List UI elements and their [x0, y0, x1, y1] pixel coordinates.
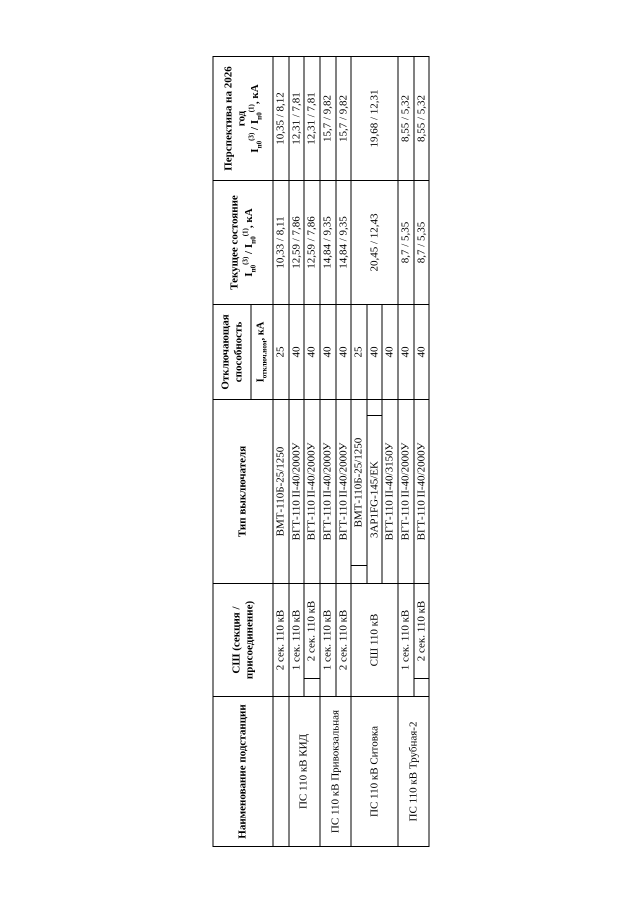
perspective-cell: 12,31 / 7,81 — [289, 57, 305, 181]
section-spacer — [414, 679, 430, 697]
perspective-cell: 8,55 / 5,32 — [398, 57, 414, 181]
header-perspective — [213, 57, 273, 181]
rotated-page — [213, 57, 428, 847]
breaker-cell: ВГТ-110 II-40/2000У — [336, 400, 352, 584]
current-cell: 8,7 / 5,35 — [398, 181, 414, 305]
perspective-cell: 19,68 / 12,31 — [351, 57, 398, 181]
breaking-cell: 40 — [320, 305, 336, 400]
section-cell: 2 сек. 110 кВ — [304, 584, 320, 679]
breaker-cell: ВГТ-110 II-40/2000У — [289, 400, 305, 584]
header-current-title: Текущее состояние — [228, 195, 241, 290]
perspective-cell: 12,31 / 7,81 — [304, 57, 320, 181]
current-cell: 14,84 / 9,35 — [336, 181, 352, 305]
breaking-cell: 40 — [289, 305, 305, 400]
breaker-cell: ВМТ-110Б-25/1250 — [273, 400, 289, 584]
breaker-cell: ВГТ-110 II-40/2000У — [320, 400, 336, 584]
perspective-cell: 15,7 / 9,82 — [336, 57, 352, 181]
header-breaking: Отключающая способность — [213, 305, 251, 400]
header-breaker-type: Тип выключателя — [213, 400, 273, 584]
header-current-unit: $I_{п0}^{(3)} / I_{п0}^{(1)}$, кА — [241, 208, 258, 277]
breaker-spacer — [351, 566, 367, 584]
current-cell: 8,7 / 5,35 — [414, 181, 430, 305]
section-cell: 1 сек. 110 кВ — [398, 584, 414, 697]
header-substation: Наименование подстанции — [213, 697, 273, 847]
breaking-cell: 40 — [382, 305, 398, 400]
breaking-cell: 40 — [398, 305, 414, 400]
header-perspective-unit: $I_{п0}^{(3)} / I_{п0}^{(1)}$, кА — [247, 84, 264, 153]
section-cell: 2 сек. 110 кВ — [336, 584, 352, 697]
perspective-cell: 8,55 / 5,32 — [414, 57, 430, 181]
breaker-cell: 3AP1FG-145/EK — [367, 416, 383, 584]
breaking-cell: 25 — [273, 305, 289, 400]
section-spacer — [304, 679, 320, 697]
substation-cell: ПС 110 кВ Трубная-2 — [398, 697, 429, 847]
breaker-cell: ВГТ-110 II-40/3150У — [382, 400, 398, 584]
breaker-cell: ВМТ-110Б-25/1250 — [351, 400, 367, 566]
breaker-cell: ВГТ-110 II-40/2000У — [398, 400, 414, 584]
current-cell: 14,84 / 9,35 — [320, 181, 336, 305]
section-cell: 2 сек. 110 кВ — [414, 584, 430, 679]
breaker-table — [213, 56, 430, 847]
substation-cell: ПС 110 кВ КИД — [289, 697, 320, 847]
breaking-cell: 40 — [304, 305, 320, 400]
section-cell: 2 сек. 110 кВ — [273, 584, 289, 697]
header-perspective-title: Перспектива на 2026 год — [222, 66, 248, 171]
breaking-cell: 40 — [414, 305, 430, 400]
header-section: СШ (секция / присоединение) — [213, 584, 273, 697]
breaking-cell: 40 — [336, 305, 352, 400]
current-cell: 12,59 / 7,86 — [289, 181, 305, 305]
breaker-cell: ВГТ-110 II-40/2000У — [414, 400, 430, 584]
current-cell: 20,45 / 12,43 — [351, 181, 398, 305]
section-cell: 1 сек. 110 кВ — [320, 584, 336, 697]
breaker-cell: ВГТ-110 II-40/2000У — [304, 400, 320, 584]
perspective-cell: 15,7 / 9,82 — [320, 57, 336, 181]
substation-empty — [273, 697, 289, 847]
breaker-spacer — [367, 400, 383, 416]
header-current — [213, 181, 273, 305]
current-cell: 10,33 / 8,11 — [273, 181, 289, 305]
perspective-cell: 10,35 / 8,12 — [273, 57, 289, 181]
section-cell: СШ 110 кВ — [351, 584, 398, 697]
substation-cell: ПС 110 кВ Ситовка — [351, 697, 398, 847]
header-breaking-unit: $I_{отключ.ном}$, кА — [251, 305, 273, 400]
substation-cell: ПС 110 кВ Привокзальная — [320, 697, 351, 847]
section-cell: 1 сек. 110 кВ — [289, 584, 305, 697]
breaking-cell: 40 — [367, 305, 383, 400]
current-cell: 12,59 / 7,86 — [304, 181, 320, 305]
breaking-cell: 25 — [351, 305, 367, 400]
